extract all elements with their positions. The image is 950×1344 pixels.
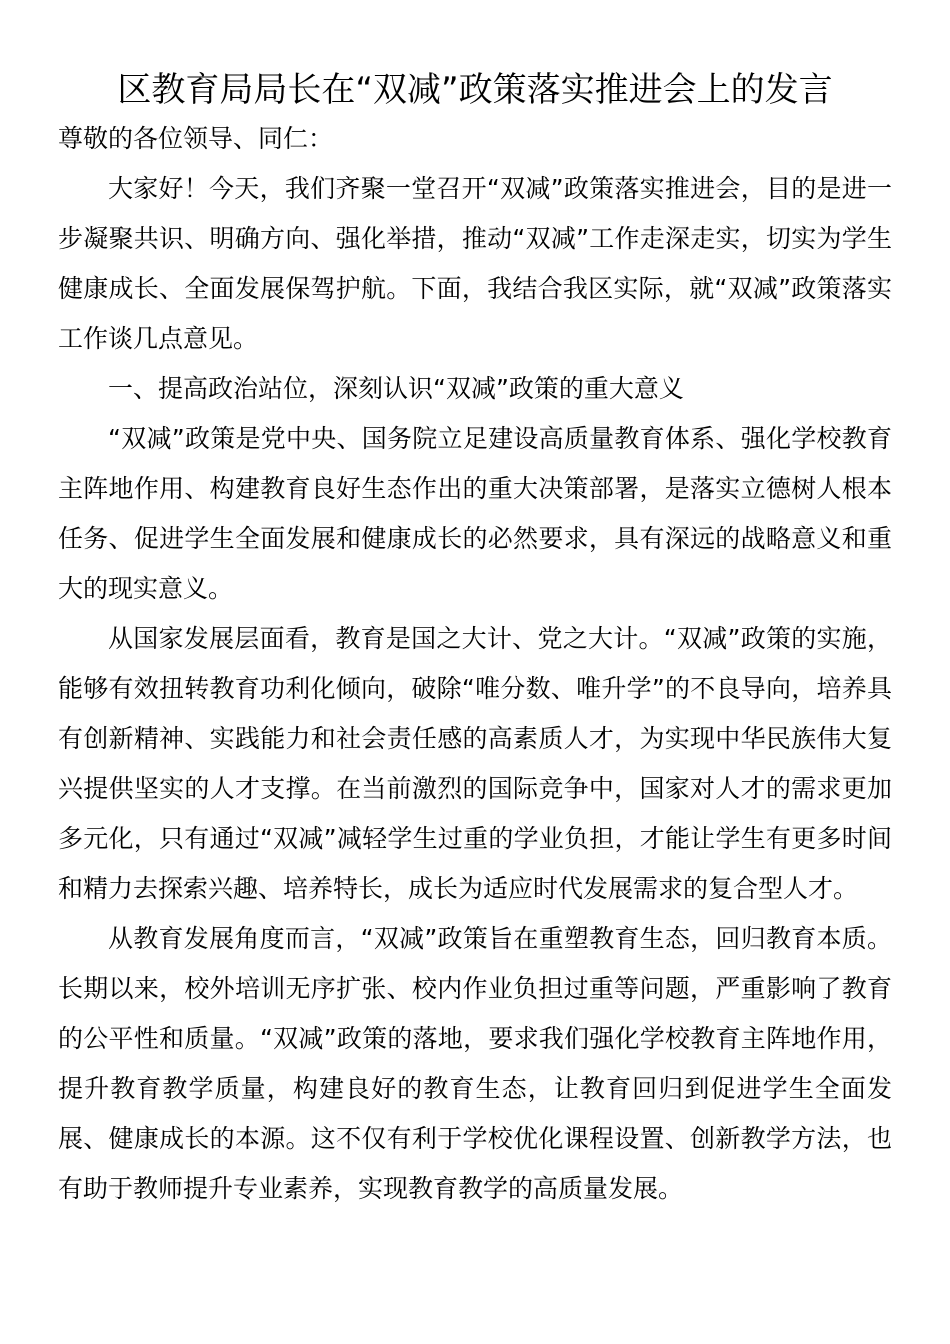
paragraph-opening: 大家好！今天，我们齐聚一堂召开“双减”政策落实推进会，目的是进一步凝聚共识、明确方向、强化举措，推动“双减”工作走深走实，切实为学生健康成长、全面发展保驾护航。下面，我结合我区实际，就“双减”政策落实工作谈几点意见。 — [58, 174, 893, 353]
document-title: 区教育局局长在“双减”政策落实推进会上的发言 — [117, 70, 833, 110]
document-body — [58, 114, 892, 1214]
salutation: 尊敬的各位领导、同仁： — [58, 124, 334, 153]
paragraph-education-level: 从教育发展角度而言，“双减”政策旨在重塑教育生态，回归教育本质。长期以来，校外培训无序扩张、校内作业负担过重等问题，严重影响了教育的公平性和质量。“双减”政策的落地，要求我们强化学校教育主阵地作用，提升教育教学质量，构建良好的教育生态，让教育回归到促进学生全面发展、健康成长的本源。这不仅有利于学校优化课程设置、创新教学方法，也有助于教师提升专业素养，实现教育教学的高质量发展。 — [58, 924, 892, 1203]
paragraph-significance: “双减”政策是党中央、国务院立足建设高质量教育体系、强化学校教育主阵地作用、构建教育良好生态作出的重大决策部署，是落实立德树人根本任务、促进学生全面发展和健康成长的必然要求，具有深远的战略意义和重大的现实意义。 — [58, 424, 892, 603]
section-heading-1: 一、提高政治站位，深刻认识“双减”政策的重大意义 — [108, 374, 684, 403]
paragraph-national-level: 从国家发展层面看，教育是国之大计、党之大计。“双减”政策的实施，能够有效扭转教育功利化倾向，破除“唯分数、唯升学”的不良导向，培养具有创新精神、实践能力和社会责任感的高素质人才，为实现中华民族伟大复兴提供坚实的人才支撑。在当前激烈的国际竞争中，国家对人才的需求更加多元化，只有通过“双减”减轻学生过重的学业负担，才能让学生有更多时间和精力去探索兴趣、培养特长，成长为适应时代发展需求的复合型人才。 — [58, 624, 892, 903]
